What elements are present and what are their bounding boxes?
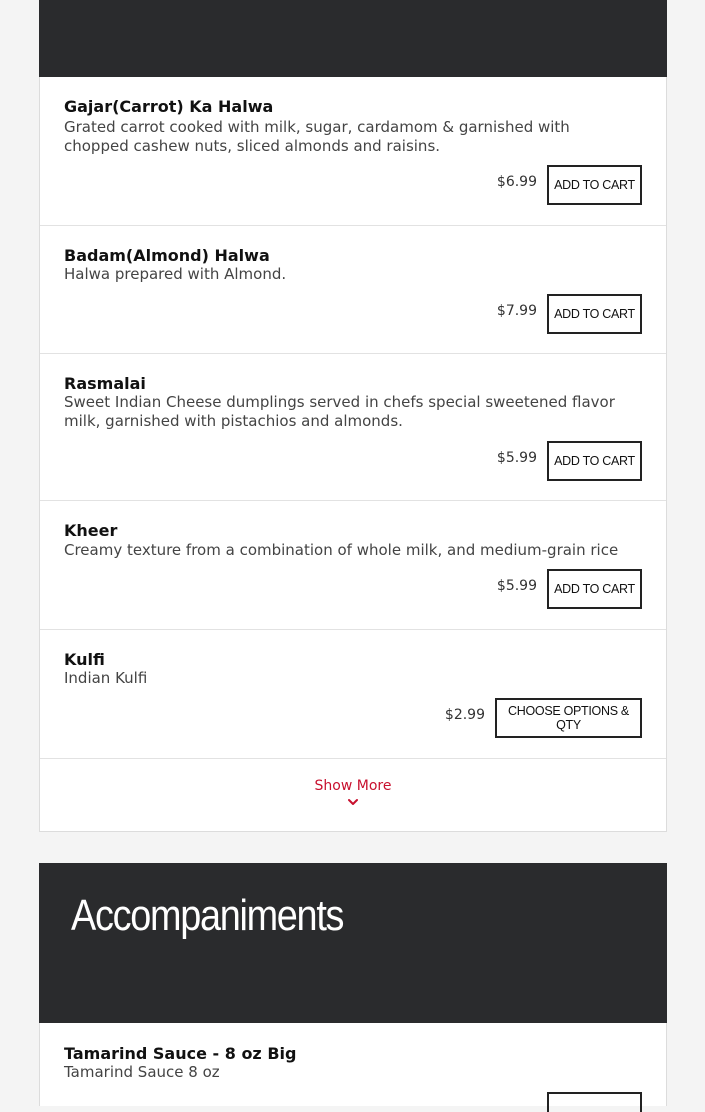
item-description: Grated carrot cooked with milk, sugar, cardamom & garnished with chopped cashew nuts, sliced almonds and raisins. [64, 118, 570, 155]
item-description: Tamarind Sauce 8 oz [64, 1063, 220, 1081]
item-name: Rasmalai [64, 374, 146, 393]
add-to-cart-button[interactable] [547, 1092, 642, 1112]
item-name: Gajar(Carrot) Ka Halwa [64, 97, 274, 116]
menu-item [40, 1023, 666, 1106]
item-price: $2.99 [444, 707, 485, 723]
item-price: $5.99 [496, 578, 537, 594]
accompaniments-header [39, 863, 667, 1023]
menu-item [40, 77, 666, 226]
add-to-cart-button[interactable]: ADD TO CART [547, 569, 642, 609]
menu-item [40, 354, 666, 501]
item-description: Sweet Indian Cheese dumplings served in chefs special sweetened flavor milk, garnished with pistachios and almonds. [64, 393, 615, 430]
menu-item [40, 501, 666, 630]
show-more-control[interactable] [40, 759, 666, 831]
item-name: Tamarind Sauce - 8 oz Big [64, 1044, 297, 1063]
item-name: Badam(Almond) Halwa [64, 246, 270, 265]
item-price: $7.99 [496, 303, 537, 319]
item-name: Kulfi [64, 650, 105, 669]
item-description: Halwa prepared with Almond. [64, 265, 287, 283]
chevron-down-icon[interactable] [348, 797, 358, 807]
menu-item [40, 630, 666, 759]
item-description: Creamy texture from a combination of whole milk, and medium-grain rice [64, 541, 619, 559]
add-to-cart-button[interactable]: ADD TO CART [547, 294, 642, 334]
choose-options-button[interactable]: CHOOSE OPTIONS & QTY [495, 698, 642, 738]
item-price: $6.99 [496, 174, 537, 190]
section-header-banner [39, 0, 667, 77]
accompaniments-menu-list [39, 1023, 667, 1106]
item-name: Kheer [64, 521, 118, 540]
section-title: Accompaniments [71, 891, 344, 940]
menu-item [40, 226, 666, 354]
desserts-menu-list [39, 77, 667, 832]
item-price: $5.99 [496, 450, 537, 466]
show-more-link[interactable]: Show More [314, 778, 392, 794]
add-to-cart-button[interactable]: ADD TO CART [547, 441, 642, 481]
item-description: Indian Kulfi [64, 669, 148, 687]
add-to-cart-button[interactable]: ADD TO CART [547, 165, 642, 205]
